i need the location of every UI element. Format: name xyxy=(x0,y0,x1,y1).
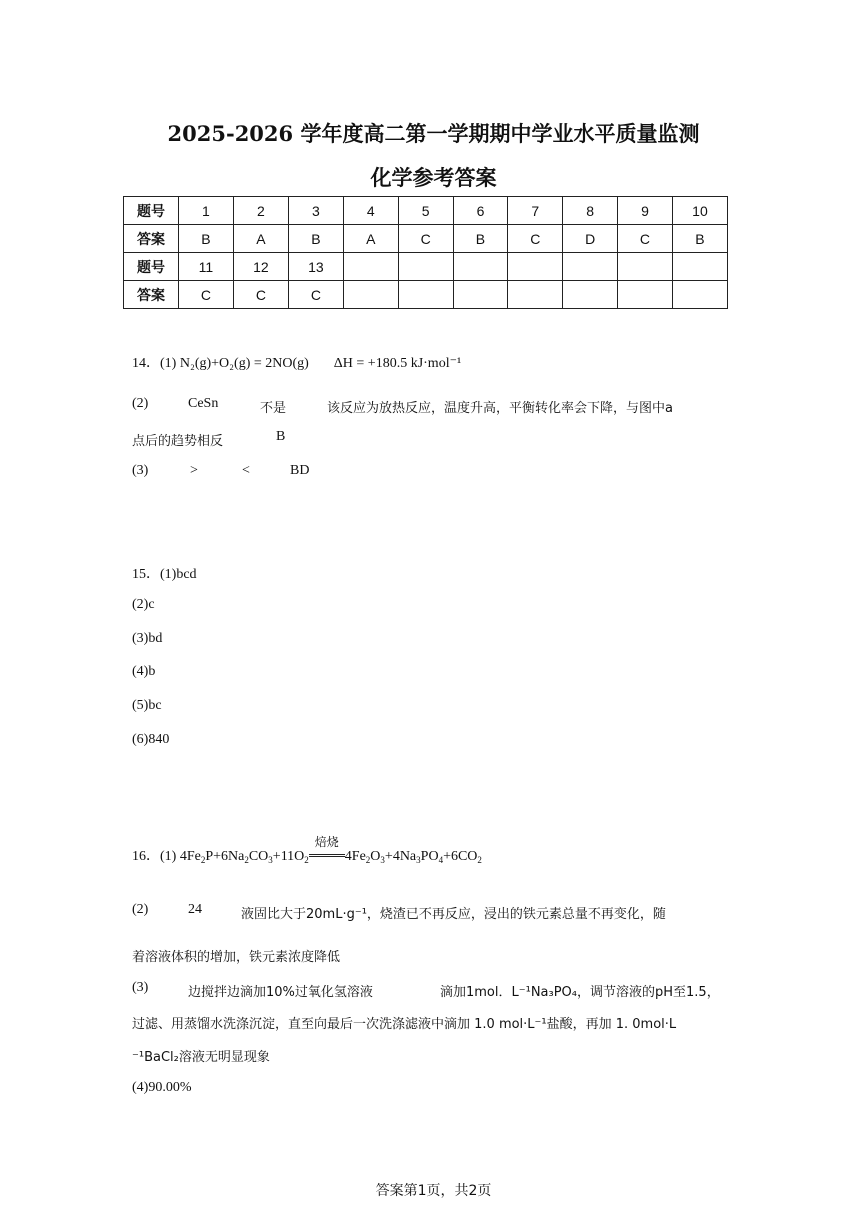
q16-label: 16．(1) xyxy=(132,849,177,864)
question-cell xyxy=(563,253,618,281)
answer-cell: B xyxy=(453,225,508,253)
question-cell: 3 xyxy=(288,197,343,225)
answer-cell: C xyxy=(288,281,343,309)
answer-cell: A xyxy=(343,225,398,253)
answer-cell xyxy=(618,281,673,309)
question-cell xyxy=(508,253,563,281)
answer-cell: C xyxy=(618,225,673,253)
table-row-questions-1 xyxy=(124,197,728,225)
page-footer: 答案第1页，共2页 xyxy=(375,1183,492,1199)
q16-part2-num: (2) xyxy=(132,902,149,917)
question-cell: 11 xyxy=(178,253,233,281)
question-cell: 6 xyxy=(453,197,508,225)
q16-part2-reason-cont: 着溶液体积的增加，铁元素浓度降低 xyxy=(132,950,341,965)
question-cell: 1 xyxy=(178,197,233,225)
answer-cell: C xyxy=(508,225,563,253)
q15-item: (6)840 xyxy=(132,732,170,747)
q14-part2-answer-e: B xyxy=(276,429,286,444)
q15-item: (5)bc xyxy=(132,698,162,713)
question-cell: 13 xyxy=(288,253,343,281)
q14-part3-num: (3) xyxy=(132,463,149,478)
answer-cell: B xyxy=(178,225,233,253)
answer-cell xyxy=(343,281,398,309)
question-cell xyxy=(672,253,727,281)
table-row-questions-2 xyxy=(124,253,728,281)
question-cell xyxy=(343,253,398,281)
q16-part3-step-a: 边搅拌边滴加10%过氧化氢溶液 xyxy=(188,985,373,1000)
page-title: 2025-2026 学年度高二第一学期期中学业水平质量监测 xyxy=(167,121,700,146)
q16-part3-step-b: 滴加1mol．L⁻¹Na₃PO₄，调节溶液的pH至1.5， xyxy=(440,985,720,1000)
question-cell: 9 xyxy=(618,197,673,225)
answer-cell: C xyxy=(178,281,233,309)
question-cell xyxy=(398,253,453,281)
condition-label: 焙烧 xyxy=(314,835,339,849)
q16-part2-reason: 液固比大于20mL·g⁻¹，烧渣已不再反应，浸出的铁元素总量不再变化，随 xyxy=(241,907,666,922)
row-label-answer: 答案 xyxy=(124,281,179,309)
q14-part2-num: (2) xyxy=(132,396,149,411)
question-cell: 10 xyxy=(672,197,727,225)
answer-cell xyxy=(453,281,508,309)
q16-part1 xyxy=(132,835,482,865)
question-cell xyxy=(618,253,673,281)
q14-equation: N₂(g)+O₂(g) = 2NO(g) xyxy=(179,356,309,371)
answer-cell xyxy=(672,281,727,309)
q14-part2-reason-cont: 点后的趋势相反 xyxy=(132,434,224,449)
reaction-condition xyxy=(309,835,345,865)
q16-part2-answer-a: 24 xyxy=(188,902,202,917)
q15-item: (2)c xyxy=(132,597,155,612)
q16-part4: (4)90.00% xyxy=(132,1080,192,1095)
question-cell: 12 xyxy=(233,253,288,281)
q14-part2-reason: 该反应为放热反应，温度升高，平衡转化率会下降，与图中a xyxy=(327,401,673,416)
q14-part3-answer-c: BD xyxy=(290,463,310,478)
table-row-answers-1 xyxy=(124,225,728,253)
row-label-question: 题号 xyxy=(124,253,179,281)
answer-table xyxy=(123,196,728,309)
question-cell: 5 xyxy=(398,197,453,225)
question-cell: 2 xyxy=(233,197,288,225)
answer-cell: C xyxy=(233,281,288,309)
answer-cell: C xyxy=(398,225,453,253)
q14-enthalpy: ΔH = +180.5 kJ·mol⁻¹ xyxy=(333,356,462,371)
q14-part3-answer-a: > xyxy=(190,463,198,478)
q16-part3-step-d: ⁻¹BaCl₂溶液无明显现象 xyxy=(132,1050,270,1065)
q15-item: (3)bd xyxy=(132,631,163,646)
question-cell: 7 xyxy=(508,197,563,225)
question-cell xyxy=(453,253,508,281)
row-label-question: 题号 xyxy=(124,197,179,225)
q14-part2-answer-a: CeSn xyxy=(188,396,219,411)
answer-cell: D xyxy=(563,225,618,253)
q16-part3-num: (3) xyxy=(132,980,149,995)
q14-label: 14．(1) xyxy=(132,356,177,371)
q16-part3-step-c: 过滤、用蒸馏水洗涤沉淀，直至向最后一次洗涤滤液中滴加 1.0 mol·L⁻¹盐酸，再加 1. 0mol·L xyxy=(132,1017,677,1032)
answer-cell xyxy=(508,281,563,309)
answer-cell: A xyxy=(233,225,288,253)
question-cell: 8 xyxy=(563,197,618,225)
q16-equation: $4Fe_2P+6Na_2CO_3+11O_2$ 焙烧 $4Fe_2O_3+4Na_3PO_4+6CO_2$ xyxy=(179,835,482,865)
row-label-answer: 答案 xyxy=(124,225,179,253)
q14-part2-answer-b: 不是 xyxy=(260,401,287,416)
answer-cell: B xyxy=(288,225,343,253)
answer-cell xyxy=(398,281,453,309)
question-cell: 4 xyxy=(343,197,398,225)
page-subtitle: 化学参考答案 xyxy=(370,165,497,190)
q14-part3-answer-b: < xyxy=(242,463,250,478)
q15-item: 15．(1)bcd xyxy=(132,567,197,582)
table-row-answers-2 xyxy=(124,281,728,309)
answer-cell: B xyxy=(672,225,727,253)
q14-part1 xyxy=(132,352,461,372)
q15-item: (4)b xyxy=(132,664,156,679)
answer-cell xyxy=(563,281,618,309)
